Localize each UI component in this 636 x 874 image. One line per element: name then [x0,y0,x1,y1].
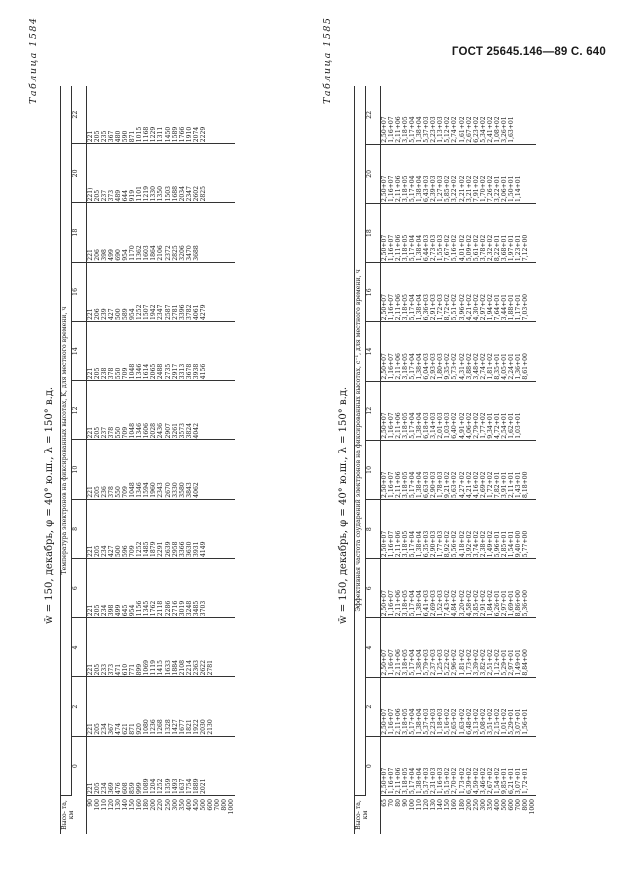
table1-condition: w̄ = 150, декабрь, φ = 40° ю.ш., λ = 150° в.д. [44,386,55,624]
data-column: 221 206 239 427 500 589 954 1252 1507 1942 2347 2587 2781 3396 3782 4061 4279 [87,262,235,321]
data-column: 221) 205 237 373 489 644 919 1101 1219 1330 1350 1503 1688 2034 2347 2602 2825 [87,144,235,203]
table2-title: Эффективная частота соударений электронов на фиксированных высотах, с⁻¹, для местного времени, ч [355,86,366,796]
height-header: Высо- та, км [355,796,381,835]
data-column: 221 205 237 378 550 709 1048 1346 1606 2028 2436 2907 3261 3573 3824 4042 [87,381,235,440]
column-header: 4 [366,618,381,677]
column-header: 12 [72,381,87,440]
height-column: 65 70 80 90 100 110 120 130 140 150 160 180 200 250 300 350 400 500 600 700 800 1000 [381,799,536,815]
data-column: 2,50+07 1,16+07 2,11+06 3,18+05 5,17+04 1,38+04 6,43+03 2,39+03 1,27+03 5,85+02 3,22+02 2,21+02 3,21+02 7,91+02 1,70+02 7,26+02 3,22+01 2,06+01 1,50+01 1,14+01 [381,144,537,203]
data-column: 221 205 234 398 499 645 954 1156 1345 1762 2118 2286 2716 3019 3248 3485 3703 [87,559,235,618]
column-header: 22 [72,86,87,144]
column-header: 2 [72,677,87,736]
column-header: 0 [72,736,87,795]
data-column: 2,50+07 1,16+07 2,11+06 3,18+05 5,17+04 1,38+04 5,37+03 2,31+03 1,16+03 5,15+02 2,70+02 1,73+02 6,39+02 4,59+02 3,46+02 2,67+02 1,54+02 9,85+01 6,21+01 3,07+01 1,72+01 [381,736,537,795]
column-header: 16 [72,262,87,321]
column-header: 16 [366,263,381,322]
column-header: 6 [72,559,87,618]
table1-label: Таблица 1584 [28,16,39,104]
column-header: 8 [366,499,381,558]
column-header: 10 [366,440,381,499]
column-header: 0 [366,736,381,795]
data-column: 2,50+07 1,16+07 2,11+06 3,18+05 5,17+04 1,38+04 6,63+03 2,90+03 1,78+03 9,21+02 5,63+02 4,27+02 4,21+02 4,16+02 2,69+02 1,72+02 7,82+01 3,91+01 2,11+01 1,43+01 8,18+00 [381,440,537,499]
data-column: 2,50+07 1,16+07 2,11+06 3,18+05 5,17+04 1,38+04 6,41+03 2,69+03 1,52+03 7,43+02 4,84+02 3,20+02 4,58+02 3,85+02 2,91+02 1,84+02 6,26+01 2,97+01 1,69+01 8,86+00 5,36+00 [381,559,537,618]
column-header: 14 [366,322,381,381]
column-header: 22 [366,86,381,144]
data-column: 221 205 235 367 480 590 871 1015 1168 1229 1311 1450 1589 1766 1910 2074 2229 [87,86,235,144]
column-header: 20 [72,144,87,203]
data-column: 2,50+07 1,16+07 2,11+06 3,18+05 5,17+04 1,38+04 5,79+03 2,37+03 1,25+03 5,22+02 2,96+02 1,81+02 1,73+02 3,39+02 3,82+02 2,51+02 1,12+02 5,29+01 2,97+01 1,49+01 8,84+00 [381,618,537,677]
table1-title: Температура электронов на фиксированных высотах, K, для местного времени, ч [61,86,72,796]
data-column: 221 205 236 378 550 709 1048 1346 1594 1960 2343 2670 3330 3580 3843 4062 [87,440,235,499]
table2-label: Таблица 1585 [322,16,333,104]
data-column: 2,50+07 1,16+07 2,11+06 3,18+05 5,17+04 1,38+04 6,18+03 3,14+03 2,01+03 1,03+03 6,40+02 4,91+02 4,06+02 2,79+02 1,77+02 9,34+01 4,72+01 2,54+01 1,62+01 1,03+01 [381,381,537,440]
data-column: 221 205 233 373 471 610 771 899 1069 1119 1415 1633 1884 2108 2214 2363 2622 2781 [87,618,235,677]
data-column: 2,50+07 1,16+07 2,11+06 3,18+05 5,17+04 1,38+04 6,04+03 2,93+03 1,80+03 9,35+02 5,73+02 4,31+02 3,88+02 3,48+02 2,74+02 1,81+02 8,35+01 4,05+01 2,24+01 1,36+01 8,61+00 [381,322,537,381]
column-header: 18 [366,203,381,262]
height-header: Высо- та, км [61,796,87,835]
data-column: 221 206 398 499 690 954 1170 1362 1603 1864 2106 2372 2825 3206 3470 3688 [87,203,235,262]
height-column: 90 100 110 120 130 140 150 160 180 200 220 250 300 350 400 450 500 600 700 800 1000 [87,799,235,815]
data-column: 2,50+07 1,16+07 2,11+06 3,18+05 5,17+04 1,38+04 5,37+03 2,23+03 1,18+03 5,16+02 2,65+02 1,63+02 6,48+02 3,13+02 5,08+02 3,51+02 2,15+02 1,01+02 5,29+01 3,07+01 1,56+01 [381,677,537,736]
column-header: 14 [72,322,87,381]
page-header: ГОСТ 25645.146—89 С. 640 [451,46,606,58]
data-column: 221 205 238 378 550 709 1048 1346 1614 2065 2488 2735 2917 3313 3678 3938 4156 [87,322,235,381]
table2-condition: w̄ = 150, декабрь, φ = 40° ю.ш., λ = 150° в.д. [338,386,349,624]
data-column: 2,50+07 1,16+07 2,11+06 3,18+05 5,17+04 1,38+04 6,36+03 2,91+03 1,72+03 8,72+02 5,51+02 3,96+02 4,21+02 4,30+02 2,97+02 1,94+02 7,64+01 3,44+01 1,88+01 1,17+01 7,03+00 [381,263,537,322]
column-header: 18 [72,203,87,262]
column-header: 8 [72,499,87,558]
column-header: 12 [366,381,381,440]
data-column: 2,50+07 1,16+07 2,11+06 3,18+05 5,17+04 1,38+04 6,44+03 2,73+03 1,55+03 7,67+02 5,16+02 4,01+02 5,09+02 5,61+02 3,78+02 2,32+02 8,22+01 3,68+01 1,97+01 1,23+01 7,12+00 [381,203,537,262]
column-header: 6 [366,559,381,618]
column-header: 20 [366,144,381,203]
column-header: 10 [72,440,87,499]
data-column: 221 205 234 427 500 596 709 1252 1485 1879 2291 2639 2958 3366 3630 3931 4149 [87,499,235,558]
data-column: 221 205 234 367 474 621 871 920 1080 1236 1268 1328 1427 1677 1821 1922 2030 2130 [87,677,235,736]
column-header: 2 [366,677,381,736]
table-1585 [354,86,536,834]
data-column: 2,50+07 1,16+07 2,11+06 3,18+05 5,17+04 1,38+04 5,37+03 2,23+03 1,13+03 5,12+02 2,74+02 1,61+02 2,67+02 6,23+02 5,34+02 2,41+02 1,08+02 3,26+01 1,63+01 [381,86,537,144]
data-column: 2,50+07 1,16+07 2,11+06 3,18+05 5,17+04 1,38+04 6,35+03 2,90+03 1,77+03 8,92+02 5,56+02 4,18+02 3,92+02 3,74+02 2,38+02 1,49+02 5,96+01 2,85+01 1,54+01 9,40+00 5,77+00 [381,499,537,558]
data-column: 221 205 234 369 476 608 859 999 1089 1204 1252 1359 1493 1637 1754 1889 2021 [87,736,235,795]
table-1584 [60,86,235,834]
column-header: 4 [72,618,87,677]
